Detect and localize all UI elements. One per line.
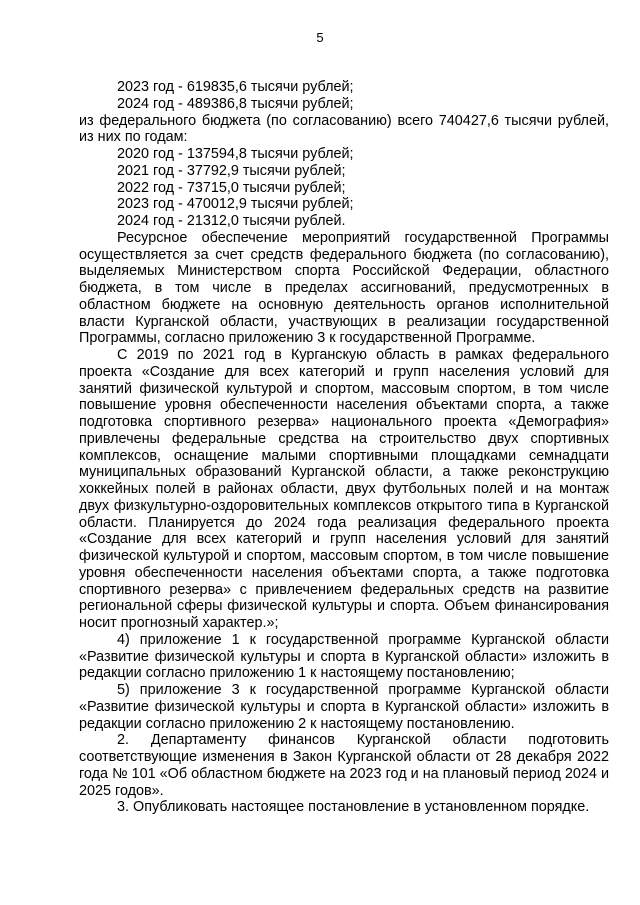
budget-line-2024: 2024 год - 489386,8 тысячи рублей; xyxy=(117,95,354,112)
point-3-paragraph: 3. Опубликовать настоящее постановление в установленном порядке. xyxy=(117,799,590,816)
budget-line-2023: 2023 год - 619835,6 тысячи рублей; xyxy=(117,79,354,95)
federal-budget-intro: из федерального бюджета (по согласованию) всего 740427,6 тысячи рублей, из них по годам: xyxy=(79,112,609,146)
federal-line-2024: 2024 год - 21312,0 тысячи рублей. xyxy=(117,213,346,229)
resources-paragraph: Ресурсное обеспечение мероприятий государственной Программы осуществляется за счет средств федерального бюджета (по согласованию), выделяемых Министерством спорта Российской Федерации, областного бюджета, в том числе в пределах ассигнований, предусмотренных в областном бюджете на основную деятельность органов исполнительной власти Курганской области, участвующих в реализации государственной Программы, согласно приложению 3 к государственной Программе. xyxy=(79,229,609,347)
federal-line-2021: 2021 год - 37792,9 тысячи рублей; xyxy=(117,162,346,179)
federal-line-2022: 2022 год - 73715,0 тысячи рублей; xyxy=(117,179,346,196)
page-number: 5 xyxy=(316,30,324,45)
point-2-paragraph: 2. Департаменту финансов Курганской области подготовить соответствующие изменения в Закон Курганской области от 28 декабря 2022 года № 101 «Об областном бюджете на 2023 год и на плановый период 2024 и 2025 годов». xyxy=(79,732,609,799)
item-5-paragraph: 5) приложение 3 к государственной программе Курганской области «Развитие физической культуры и спорта в Курганской области» изложить в редакции согласно приложению 2 к настоящему постановлению. xyxy=(79,682,609,732)
federal-line-2023: 2023 год - 470012,9 тысячи рублей; xyxy=(117,196,354,213)
document-body xyxy=(79,79,609,816)
federal-line-2020: 2020 год - 137594,8 тысячи рублей; xyxy=(117,146,354,162)
federal-project-paragraph: С 2019 по 2021 год в Курганскую область в рамках федерального проекта «Создание для всех категорий и групп населения условий для занятий физической культурой и спортом, массовым спортом, в том числе повышение уровня обеспеченности населения объектами спорта, а также подготовка спортивного резерва» национального проекта «Демография» привлечены федеральные средства на строительство двух спортивных комплексов, оснащение малыми спортивными площадками семнадцати муниципальных образований Курганской области, а также реконструкцию хоккейных полей в районах области, двух футбольных полей и на монтаж двух физкультурно-оздоровительных комплексов открытого типа в Курганской области. Планируется до 2024 года реализация федерального проекта «Создание для всех категорий и групп населения условий для занятий физической культурой и спортом, массовым спортом, в том числе повышение уровня обеспеченности населения объектами спорта, а также подготовка спортивного резерва» с привлечением федеральных средств на развитие региональной сферы физической культуры и спорта. Объем финансирования носит прогнозный характер.»; xyxy=(79,347,609,631)
item-4-paragraph: 4) приложение 1 к государственной программе Курганской области «Развитие физической культуры и спорта в Курганской области» изложить в редакции согласно приложению 1 к настоящему постановлению; xyxy=(79,631,609,682)
